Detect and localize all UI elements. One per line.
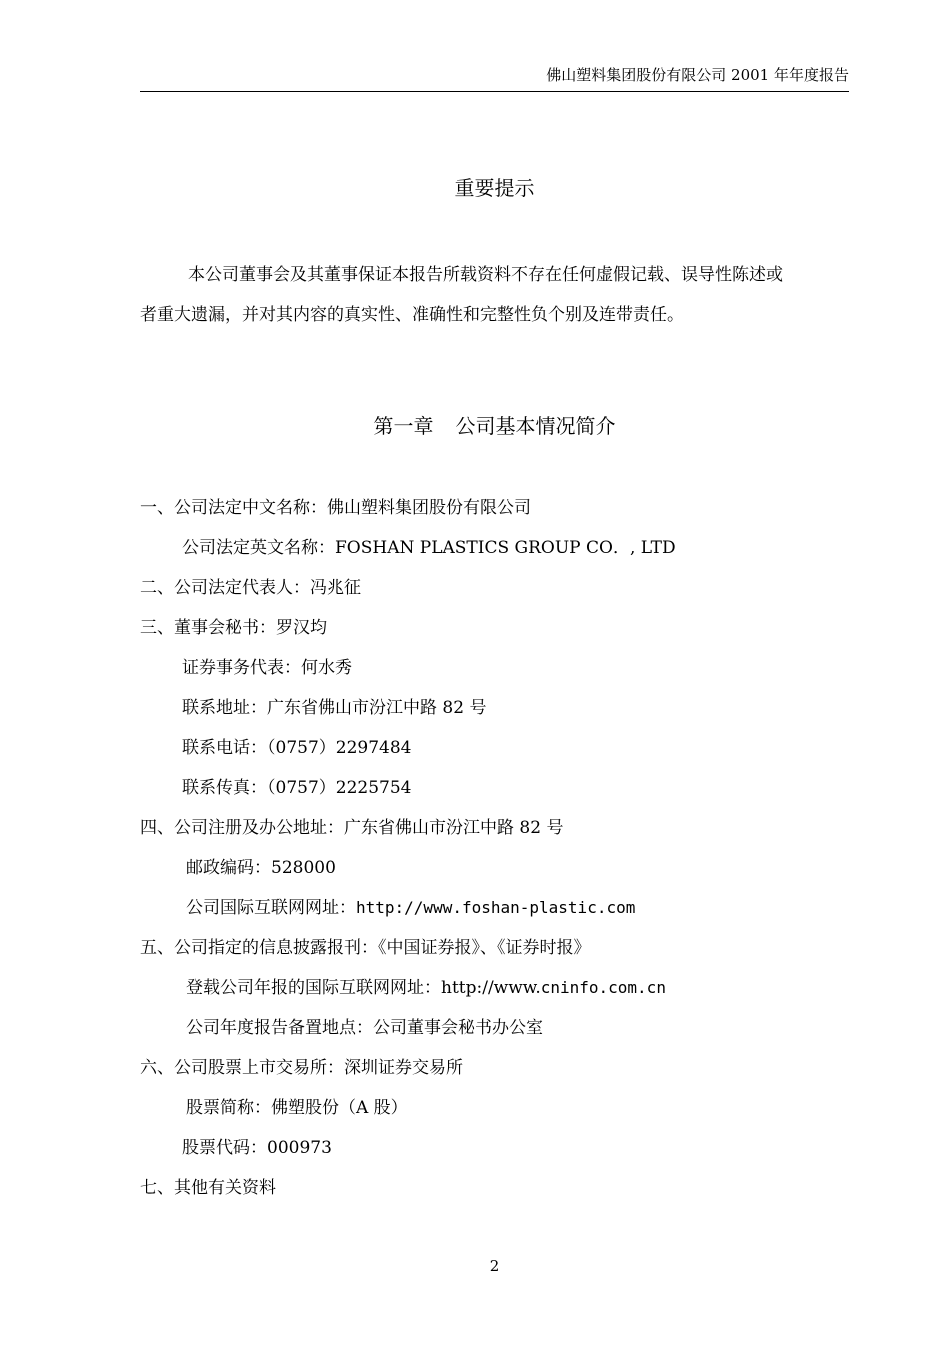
- chapter-title: 公司基本情况简介: [455, 414, 616, 438]
- notice-line-2: 者重大遗漏，并对其内容的真实性、准确性和完整性负个别及连带责任。: [140, 305, 684, 325]
- annual-report-site-url-prefix[interactable]: http://www.: [441, 978, 541, 998]
- company-en-name: 公司法定英文名称：FOSHAN PLASTICS GROUP CO．, LTD: [182, 538, 676, 558]
- stock-code: 股票代码：000973: [182, 1138, 332, 1158]
- annual-report-website: [186, 970, 666, 1006]
- annual-report-site-url-domain[interactable]: cninfo.com.cn: [540, 978, 666, 997]
- website-url[interactable]: http://www.foshan-plastic.com: [356, 898, 636, 917]
- company-cn-name: 一、公司法定中文名称：佛山塑料集团股份有限公司: [140, 498, 531, 518]
- page-number: 2: [489, 1257, 500, 1275]
- other-info-heading: 七、其他有关资料: [140, 1178, 276, 1198]
- postcode: 邮政编码：528000: [186, 858, 336, 878]
- securities-representative: 证券事务代表：何水秀: [182, 658, 352, 678]
- contact-phone: 联系电话：（0757）2297484: [182, 738, 412, 758]
- company-website: [186, 890, 635, 926]
- contact-address: 联系地址：广东省佛山市汾江中路 82 号: [182, 698, 487, 718]
- legal-representative: 二、公司法定代表人：冯兆征: [140, 578, 361, 598]
- website-label: 公司国际互联网网址：: [186, 898, 356, 918]
- stock-exchange: 六、公司股票上市交易所：深圳证券交易所: [140, 1058, 463, 1078]
- running-header: 佛山塑料集团股份有限公司 2001 年年度报告: [546, 66, 849, 84]
- registered-address: 四、公司注册及办公地址：广东省佛山市汾江中路 82 号: [140, 818, 564, 838]
- notice-paragraph: [140, 255, 849, 335]
- notice-title: 重要提示: [454, 176, 535, 200]
- designated-newspapers: 五、公司指定的信息披露报刊：《中国证券报》、《证券时报》: [140, 938, 591, 958]
- contact-fax: 联系传真：（0757）2225754: [182, 778, 412, 798]
- chapter-heading: [140, 412, 849, 440]
- notice-line-1: 本公司董事会及其董事保证本报告所载资料不存在任何虚假记载、误导性陈述或: [188, 265, 783, 285]
- chapter-number: 第一章: [373, 414, 434, 438]
- report-location: 公司年度报告备置地点：公司董事会秘书办公室: [186, 1018, 543, 1038]
- header-divider: [140, 91, 849, 92]
- board-secretary: 三、董事会秘书：罗汉均: [140, 618, 327, 638]
- stock-abbreviation: 股票简称：佛塑股份（A 股）: [186, 1098, 408, 1118]
- annual-report-site-label: 登载公司年报的国际互联网网址：: [186, 978, 441, 998]
